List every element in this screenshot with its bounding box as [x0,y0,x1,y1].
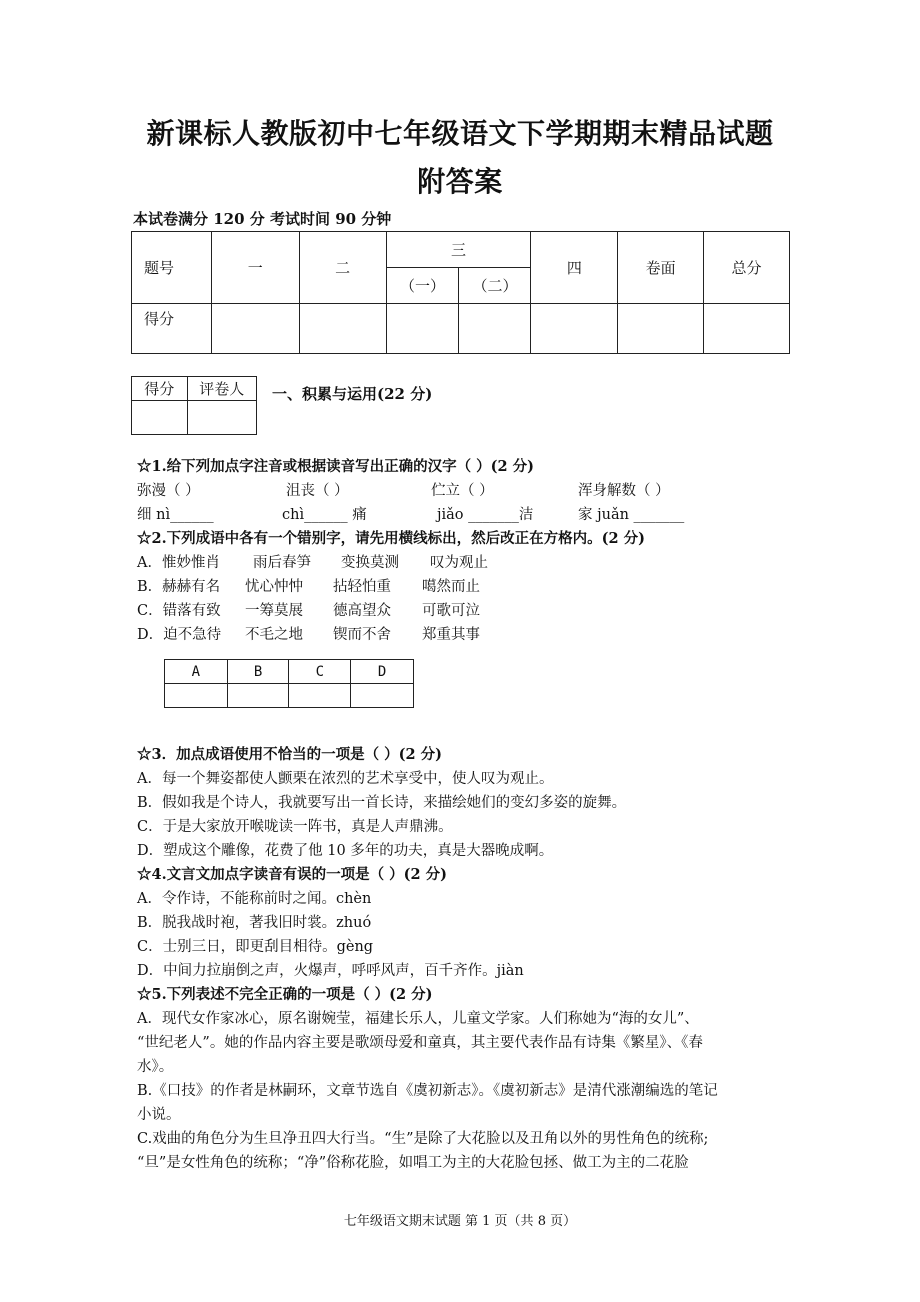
q1-item: 浑身解数（ ） [578,483,670,499]
grader-name-cell[interactable] [187,401,256,435]
score-cell[interactable] [704,304,790,354]
q2-idiom: 变换莫测 [341,555,399,571]
score-cell[interactable] [386,304,459,354]
q2-idiom: 忧心忡忡 [245,579,303,595]
q2-idiom: A．惟妙惟肖 [137,555,220,571]
q5-line: 小说。 [137,1107,181,1123]
answer-cell-d[interactable] [351,684,414,708]
q1-item: 家 juǎn _______ [578,507,685,523]
answer-header-d: D [351,660,414,684]
q1-item: 沮丧（ ） [286,483,349,499]
score-table [131,231,790,354]
answer-header-a: A [165,660,228,684]
q2-idiom: 一筹莫展 [245,603,303,619]
grader-score-cell[interactable] [132,401,188,435]
page-footer: 七年级语文期末试题 第 1 页（共 8 页） [343,1214,577,1229]
q2-idiom: C．错落有致 [137,603,221,619]
grader-name-label: 评卷人 [187,377,256,401]
header-part-2: 二 [299,232,386,304]
score-cell[interactable] [618,304,704,354]
score-cell[interactable] [211,304,299,354]
q2-idiom: 拈轻怕重 [333,579,391,595]
grader-score-label: 得分 [132,377,188,401]
q1-item: 伫立（ ） [431,483,494,499]
answer-cell-b[interactable] [227,684,289,708]
header-part-3a: （一） [386,268,459,304]
answer-header-b: B [227,660,289,684]
q5-line: 水》。 [137,1059,174,1075]
header-total: 总分 [704,232,790,304]
q2-idiom: 噶然而止 [422,579,480,595]
score-cell[interactable] [531,304,618,354]
header-part-3: 三 [386,232,531,268]
q2-idiom: D．迫不急待 [137,627,222,643]
grader-table [131,376,257,435]
q5-line: B.《口技》的作者是林嗣环，文章节选自《虞初新志》。《虞初新志》是清代涨潮编选的笔记 [137,1083,718,1099]
q2-idiom: 叹为观止 [430,555,488,571]
document-title-line2: 附答案 [417,165,503,198]
q1-title: ☆1.给下列加点字注音或根据读音写出正确的汉字（ ）(2 分) [137,458,535,475]
q4-option-c: C．士别三日，即更刮目相待。gèng [137,939,374,955]
q3-option-a: A．每一个舞姿都使人颤栗在浓烈的艺术享受中，使人叹为观止。 [137,771,554,787]
q1-item: 弥漫（ ） [137,483,200,499]
q2-idiom: 雨后春笋 [253,555,311,571]
q2-idiom: 德高望众 [333,603,391,619]
q2-idiom: 锲而不舍 [333,627,391,643]
header-part-4: 四 [531,232,618,304]
q2-answer-table [164,659,414,708]
score-cell[interactable] [459,304,531,354]
answer-cell-c[interactable] [289,684,351,708]
q2-idiom: 郑重其事 [422,627,480,643]
q5-line: “世纪老人”。她的作品内容主要是歌颂母爱和童真，其主要代表作品有诗集《繁星》、《春 [137,1035,703,1051]
q4-option-b: B．脱我战时袍，著我旧时裳。zhuó [137,915,372,931]
score-cell[interactable] [299,304,386,354]
q2-idiom: 可歌可泣 [422,603,480,619]
exam-meta: 本试卷满分 120 分 考试时间 90 分钟 [133,210,392,228]
header-neatness: 卷面 [618,232,704,304]
document-title-line1: 新课标人教版初中七年级语文下学期期末精品试题 [146,117,774,150]
answer-cell-a[interactable] [165,684,228,708]
q4-title: ☆4.文言文加点字读音有误的一项是（ ）(2 分) [137,866,448,883]
header-part-1: 一 [211,232,299,304]
header-part-3b: （二） [459,268,531,304]
q2-title: ☆2.下列成语中各有一个错别字，请先用横线标出，然后改正在方格内。(2 分) [137,530,645,547]
q3-option-b: B．假如我是个诗人，我就要写出一首长诗，来描绘她们的变幻多姿的旋舞。 [137,795,627,811]
q4-option-d: D．中间力拉崩倒之声，火爆声，呼呼风声，百千齐作。jiàn [137,963,524,979]
q4-option-a: A．令作诗，不能称前时之闻。chèn [137,891,372,907]
q5-line: C.戏曲的角色分为生旦净丑四大行当。“生”是除了大花脸以及丑角以外的男性角色的统称; [137,1131,709,1147]
q5-line: “旦”是女性角色的统称；“净”俗称花脸，如唱工为主的大花脸包拯、做工为主的二花脸 [137,1155,689,1171]
q2-idiom: B．赫赫有名 [137,579,221,595]
score-row-label: 得分 [132,304,212,354]
q1-item: 细 nì______ [137,507,214,523]
header-question-number: 题号 [132,232,212,304]
answer-header-c: C [289,660,351,684]
q3-option-c: C．于是大家放开喉咙读一阵书，真是人声鼎沸。 [137,819,453,835]
q5-title: ☆5.下列表述不完全正确的一项是（ ）(2 分) [137,986,433,1003]
q1-item: jiǎo _______洁 [437,507,534,523]
q5-line: A．现代女作家冰心，原名谢婉莹，福建长乐人，儿童文学家。人们称她为“海的女儿”、 [137,1011,699,1027]
q2-idiom: 不毛之地 [245,627,303,643]
q3-title: ☆3．加点成语使用不恰当的一项是（ ）(2 分) [137,746,442,763]
q1-item: chì______ 痛 [282,507,367,523]
section-1-heading: 一、积累与运用(22 分) [272,385,433,403]
q3-option-d: D．塑成这个雕像，花费了他 10 多年的功夫，真是大器晚成啊。 [137,843,554,859]
